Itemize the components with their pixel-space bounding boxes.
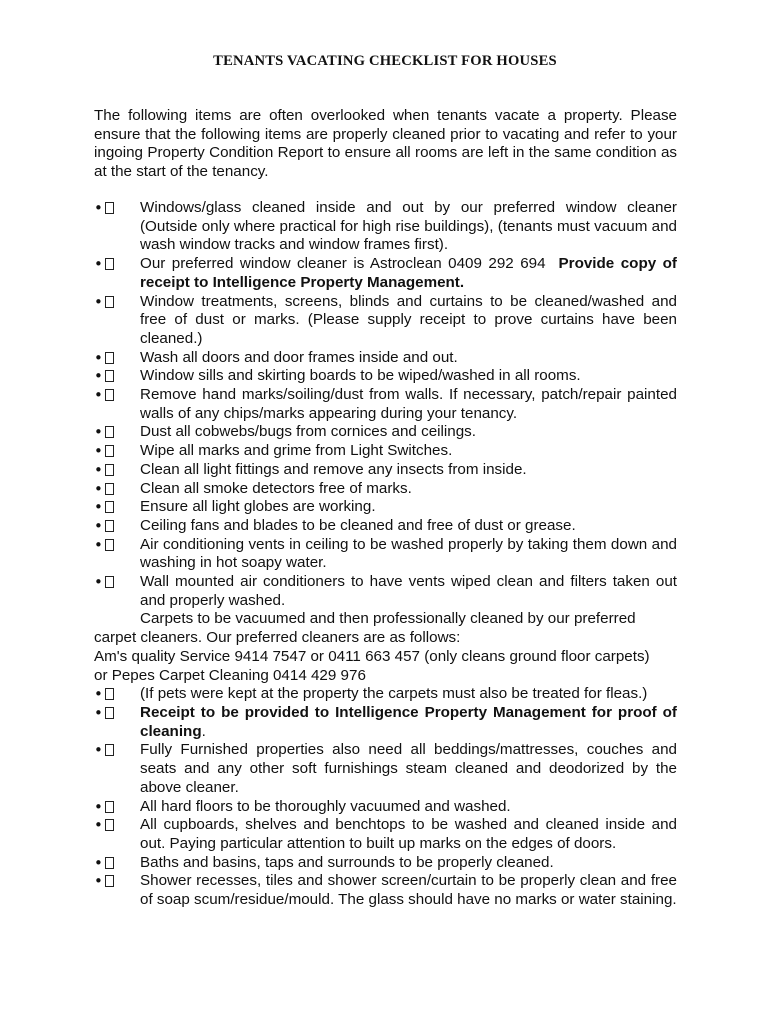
bullet-checkbox-icon: • xyxy=(94,423,116,444)
list-item: • Clean all smoke detectors free of marks. xyxy=(94,480,677,499)
list-item: • Fully Furnished properties also need all beddings/mattresses, couches and seats and any other soft furnishings steam cleaned and deodorized by the above cleaner. xyxy=(94,741,677,796)
list-item: • Baths and basins, taps and surrounds to be properly cleaned. xyxy=(94,854,677,873)
bullet-checkbox-icon: • xyxy=(94,498,116,519)
bullet-checkbox-icon: • xyxy=(94,349,116,370)
list-item: • Wipe all marks and grime from Light Switches. xyxy=(94,442,677,461)
carpets-line-1: Carpets to be vacuumed and then professionally cleaned by our preferred xyxy=(140,610,636,628)
bullet-checkbox-icon: • xyxy=(94,685,116,706)
bullet-checkbox-icon: • xyxy=(94,816,116,837)
carpets-line-2: carpet cleaners. Our preferred cleaners are as follows: xyxy=(94,629,461,647)
list-item: • Wash all doors and door frames inside and out. xyxy=(94,349,677,368)
list-item: • Window treatments, screens, blinds and curtains to be cleaned/washed and free of dust or marks. (Please supply receipt to prove curtains have been cleaned.) xyxy=(94,292,677,347)
list-item: • (If pets were kept at the property the carpets must also be treated for fleas.) xyxy=(94,685,677,704)
list-item: • Wall mounted air conditioners to have vents wiped clean and filters taken out and properly washed. xyxy=(94,573,677,609)
bullet-checkbox-icon: • xyxy=(94,704,116,725)
bullet-checkbox-icon: • xyxy=(94,480,116,501)
list-item: • Remove hand marks/soiling/dust from walls. If necessary, patch/repair painted walls of any chips/marks appearing during your tenancy. xyxy=(94,386,677,422)
list-item: • Shower recesses, tiles and shower screen/curtain to be properly clean and free of soap scum/residue/mould. The glass should have no marks or water staining. xyxy=(94,872,677,909)
bullet-checkbox-icon: • xyxy=(94,854,116,875)
bullet-checkbox-icon: • xyxy=(94,199,116,220)
bullet-checkbox-icon: • xyxy=(94,386,116,407)
bullet-checkbox-icon: • xyxy=(94,798,116,819)
list-item: • Ceiling fans and blades to be cleaned and free of dust or grease. xyxy=(94,517,677,536)
list-item: • Windows/glass cleaned inside and out by our preferred window cleaner (Outside only where practical for high rise buildings), (tenants must vacuum and wash window tracks and window frames first). xyxy=(94,199,677,254)
receipt-note: Provide copy of receipt to Intelligence Property Management. xyxy=(140,255,677,291)
bullet-checkbox-icon: • xyxy=(94,255,116,276)
list-item: • Window sills and skirting boards to be wiped/washed in all rooms. xyxy=(94,367,677,386)
list-item: • All cupboards, shelves and benchtops to be washed and cleaned inside and out. Paying particular attention to built up marks on the edges of doors. xyxy=(94,816,677,852)
list-item: • Air conditioning vents in ceiling to be washed properly by taking them down and washing in hot soapy water. xyxy=(94,535,677,572)
list-item: • Our preferred window cleaner is Astroclean 0409 292 694 Provide copy of receipt to Intelligence Property Management. xyxy=(94,255,677,291)
bullet-checkbox-icon: • xyxy=(94,461,116,482)
page-title: TENANTS VACATING CHECKLIST FOR HOUSES xyxy=(213,53,557,69)
carpet-cleaner-ams: Am's quality Service 9414 7547 or 0411 663 457 (only cleans ground floor carpets) xyxy=(94,647,650,665)
bullet-checkbox-icon: • xyxy=(94,536,116,557)
bullet-checkbox-icon: • xyxy=(94,442,116,463)
bullet-checkbox-icon: • xyxy=(94,517,116,538)
list-item: • Ensure all light globes are working. xyxy=(94,498,677,517)
intro-paragraph: The following items are often overlooked when tenants vacate a property. Please ensure that the following items are properly cleaned prior to vacating and refer to your ingoing Property Condition Report to ensure all rooms are left in the same condition as at the start of the tenancy. xyxy=(94,107,677,181)
bullet-checkbox-icon: • xyxy=(94,293,116,314)
checklist xyxy=(94,199,677,910)
list-item: • Dust all cobwebs/bugs from cornices and ceilings. xyxy=(94,423,677,442)
bullet-checkbox-icon: • xyxy=(94,367,116,388)
carpet-cleaner-pepes: or Pepes Carpet Cleaning 0414 429 976 xyxy=(94,666,366,684)
bullet-checkbox-icon: • xyxy=(94,573,116,594)
bullet-checkbox-icon: • xyxy=(94,741,116,762)
list-item: • All hard floors to be thoroughly vacuumed and washed. xyxy=(94,798,677,817)
list-item: • Receipt to be provided to Intelligence Property Management for proof of cleaning. xyxy=(94,703,677,740)
list-item: • Clean all light fittings and remove any insects from inside. xyxy=(94,461,677,480)
bullet-checkbox-icon: • xyxy=(94,872,116,893)
